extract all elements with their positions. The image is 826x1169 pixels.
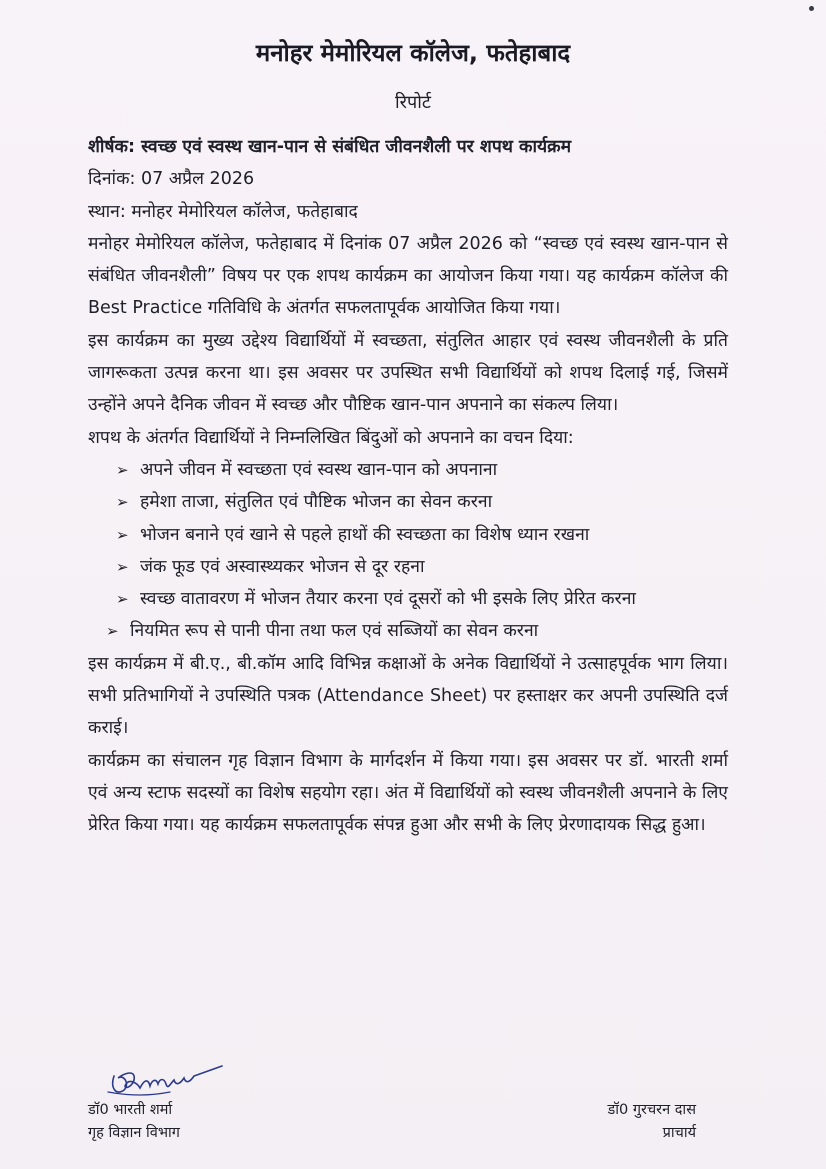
college-title: मनोहर मेमोरियल कॉलेज, फतेहाबाद <box>255 39 571 67</box>
signatory-left-dept: गृह विज्ञान विभाग <box>88 1125 180 1141</box>
paragraph-objective: इस कार्यक्रम का मुख्य उद्देश्य विद्यार्थियों में स्वच्छता, संतुलित आहार एवं स्वस्थ जीवनशैली के प्रति जागरूकता उत्पन्न करना था। इस अवसर पर उपस्थित सभी विद्यार्थियों को शपथ दिलाई गई, जिसमें उन्होंने अपने दैनिक जीवन में स्वच्छ और पौष्टिक खान-पान अपनाने का संकल्प लिया। <box>88 330 728 416</box>
paragraph-oath-intro: शपथ के अंतर्गत विद्यार्थियों ने निम्नलिखित बिंदुओं को अपनाने का वचन दिया: <box>88 427 574 448</box>
paragraph-conclusion: कार्यक्रम का संचालन गृह विज्ञान विभाग के मार्गदर्शन में किया गया। इस अवसर पर डॉ. भारती शर्मा एवं अन्य स्टाफ सदस्यों का विशेष सहयोग रहा। अंत में विद्यार्थियों को स्वस्थ जीवनशैली अपनाने के लिए प्रेरित किया गया। यह कार्यक्रम सफलतापूर्वक संपन्न हुआ और सभी के लिए प्रेरणादायक सिद्ध हुआ। <box>88 750 728 836</box>
report-subject: शीर्षक: स्वच्छ एवं स्वस्थ खान-पान से संबंधित जीवनशैली पर शपथ कार्यक्रम <box>88 137 572 157</box>
signatory-right-title: प्राचार्य <box>662 1125 696 1141</box>
arrow-bullet-icon: ➢ <box>106 622 119 641</box>
list-item: ➢ जंक फूड एवं अस्वास्थ्यकर भोजन से दूर रहना <box>116 551 728 583</box>
handwritten-signature <box>100 1054 230 1100</box>
arrow-bullet-icon: ➢ <box>116 493 129 512</box>
list-item: ➢ अपने जीवन में स्वच्छता एवं स्वस्थ खान-पान को अपनाना <box>116 454 728 486</box>
report-body <box>88 131 728 842</box>
arrow-bullet-icon: ➢ <box>116 460 129 479</box>
list-item: ➢ स्वच्छ वातावरण में भोजन तैयार करना एवं दूसरों को भी इसके लिए प्रेरित करना <box>116 583 728 615</box>
signatory-left-name: डॉ0 भारती शर्मा <box>88 1102 173 1118</box>
arrow-bullet-icon: ➢ <box>116 557 129 576</box>
scan-dot <box>809 6 814 11</box>
signatory-right-name: डॉ0 गुरचरन दास <box>607 1102 696 1118</box>
arrow-bullet-icon: ➢ <box>116 590 129 609</box>
report-place: स्थान: मनोहर मेमोरियल कॉलेज, फतेहाबाद <box>88 201 358 222</box>
list-item: ➢ भोजन बनाने एवं खाने से पहले हाथों की स्वच्छता का विशेष ध्यान रखना <box>116 519 728 551</box>
paragraph-participation: इस कार्यक्रम में बी.ए., बी.कॉम आदि विभिन्न कक्षाओं के अनेक विद्यार्थियों ने उत्साहपूर्वक भाग लिया। सभी प्रतिभागियों ने उपस्थिति पत्रक (Attendance Sheet) पर हस्ताक्षर कर अपनी उपस्थिति दर्ज कराई। <box>88 653 728 739</box>
oath-points-list <box>88 454 728 648</box>
report-heading: रिपोर्ट <box>395 92 431 113</box>
paragraph-intro: मनोहर मेमोरियल कॉलेज, फतेहाबाद में दिनांक 07 अप्रैल 2026 को “स्वच्छ एवं स्वस्थ खान-पान से संबंधित जीवनशैली” विषय पर एक शपथ कार्यक्रम का आयोजन किया गया। यह कार्यक्रम कॉलेज की Best Practice गतिविधि के अंतर्गत सफलतापूर्वक आयोजित किया गया। <box>88 233 728 319</box>
list-item: ➢ नियमित रूप से पानी पीना तथा फल एवं सब्जियों का सेवन करना <box>106 615 728 647</box>
arrow-bullet-icon: ➢ <box>116 525 129 544</box>
list-item: ➢ हमेशा ताजा, संतुलित एवं पौष्टिक भोजन का सेवन करना <box>116 486 728 518</box>
signatory-left <box>88 1099 180 1145</box>
report-date: दिनांक: 07 अप्रैल 2026 <box>88 169 255 190</box>
signatory-right <box>574 1099 696 1145</box>
